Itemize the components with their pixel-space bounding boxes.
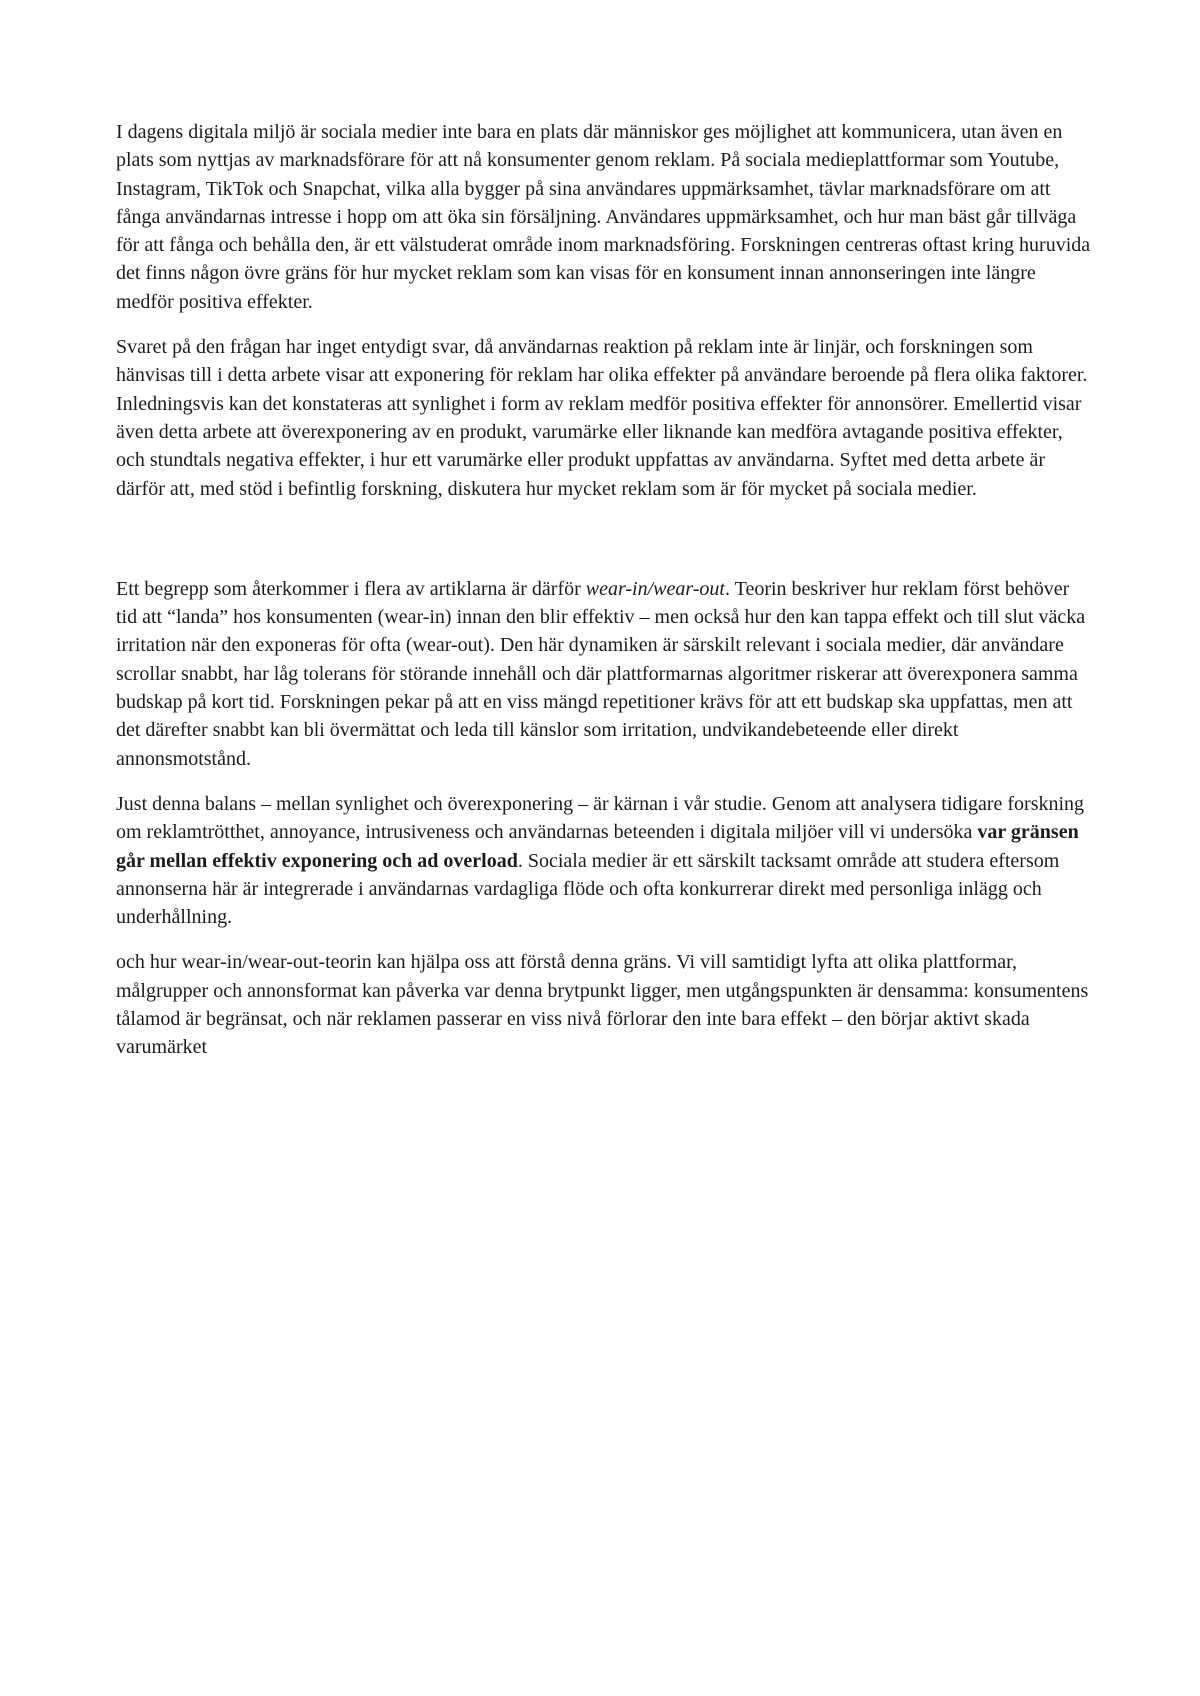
paragraph-text-before: Ett begrepp som återkommer i flera av artiklarna är därför (116, 577, 586, 600)
term-emphasis: wear-in/wear-out (585, 577, 725, 600)
paragraph-text-after: . Teorin beskriver hur reklam först behöver tid att “landa” hos konsumenten (wear-in) innan den blir effektiv – men också hur den kan tappa effekt och till slut väcka irritation när den exponeras för ofta (wear-out). Den här dynamiken är särskilt relevant i sociala medier, där användare scrollar snabbt, har låg tolerans för störande innehåll och där plattformarnas algoritmer riskerar att överexponera samma budskap på kort tid. Forskningen pekar på att en viss mängd repetitioner krävs för att ett budskap ska uppfattas, men att det därefter snabbt kan bli övermättat och leda till känslor som irritation, undvikandebeteende eller direkt annonsmotstånd. (116, 577, 1086, 770)
paragraph-intro: I dagens digitala miljö är sociala medier inte bara en plats där människor ges möjlighet att kommunicera, utan även en plats som nyttjas av marknadsförare för att nå konsumenter genom reklam. På sociala medieplattformar som Youtube, Instagram, TikTok och Snapchat, vilka alla bygger på sina användares uppmärksamhet, tävlar marknadsförare om att fånga användarnas intresse i hopp om att öka sin försäljning. Användares uppmärksamhet, och hur man bäst går tillväga för att fånga och behålla den, är ett välstuderat område inom marknadsföring. Forskningen centreras oftast kring huruvida det finns någon övre gräns för hur mycket reklam som kan visas för en konsument innan annonseringen inte längre medför positiva effekter. (116, 121, 1091, 313)
paragraph-conclusion: och hur wear-in/wear-out-teorin kan hjälpa oss att förstå denna gräns. Vi vill samtidigt lyfta att olika plattformar, målgrupper och annonsformat kan påverka var denna brytpunkt ligger, men utgångspunkten är densamma: konsumentens tålamod är begränsat, och när reklamen passerar en viss nivå förlorar den inte bara effekt – den börjar aktivt skada varumärket (116, 951, 1089, 1059)
paragraph-text-after: . Sociala medier är ett särskilt tacksamt område att studera eftersom annonserna här är integrerade i användarnas vardagliga flöde och ofta konkurrerar direkt med personliga inlägg och underhållning. (116, 849, 1060, 929)
research-question-bold: var gränsen går mellan effektiv exponering och ad overload (116, 821, 1079, 872)
paragraph-wear-in-wear-out (116, 575, 1092, 773)
paragraph-study-focus (116, 790, 1092, 931)
paragraph-text-before: Just denna balans – mellan synlighet och överexponering – är kärnan i vår studie. Genom att analysera tidigare forskning om reklamtrötthet, annoyance, intrusiveness och användarnas beteenden i digitala miljöer vill vi undersöka (116, 792, 1085, 844)
document-page (116, 118, 1092, 1079)
paragraph-answer: Svaret på den frågan har inget entydigt svar, då användarnas reaktion på reklam inte är linjär, och forskningen som hänvisas till i detta arbete visar att exponering för reklam har olika effekter på användare beroende på flera olika faktorer. Inledningsvis kan det konstateras att synlighet i form av reklam medför positiva effekter för annonsörer. Emellertid visar även detta arbete att överexponering av en produkt, varumärke eller liknande kan medföra avtagande positiva effekter, och stundtals negativa effekter, i hur ett varumärke eller produkt uppfattas av användarna. Syftet med detta arbete är därför att, med stöd i befintlig forskning, diskutera hur mycket reklam som är för mycket på sociala medier. (116, 336, 1088, 500)
